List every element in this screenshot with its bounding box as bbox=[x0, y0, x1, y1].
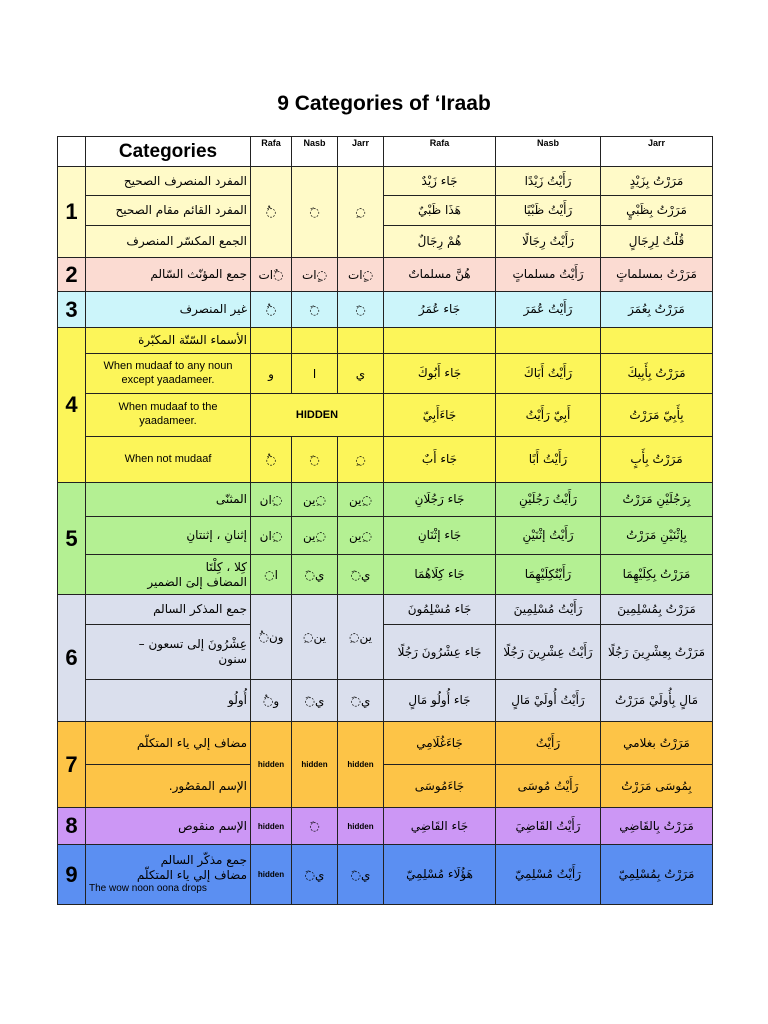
rafa-example: جَاء كِلَاهُمَا bbox=[384, 555, 496, 595]
jarr-mark: ◌َي bbox=[338, 680, 384, 722]
rafa-mark: ان◌ِ bbox=[251, 517, 292, 555]
table-row bbox=[58, 196, 713, 226]
category-label: جمع المؤنّث السّالم bbox=[86, 258, 251, 292]
header-nasb-example: Nasb bbox=[496, 137, 601, 167]
jarr-mark: ◌ِ bbox=[338, 437, 384, 483]
nasb-example: رَأَيْتُ عُمَرَ bbox=[496, 292, 601, 328]
nasb-example: رَأَيْتُ مُسْلِمِيّ bbox=[496, 845, 601, 905]
nasb-example: رَأَيْتُ القَاضِيَ bbox=[496, 808, 601, 845]
jarr-example: مَرَرْتُ بِكِلَيْهِمَا bbox=[601, 555, 713, 595]
nasb-example: رَأَيْتُ رِجَالًا bbox=[496, 226, 601, 258]
nasb-example: رَأَيْتُ إثْنَيْنِ bbox=[496, 517, 601, 555]
category-label: مضاف إلي ياء المتكلّم bbox=[86, 722, 251, 765]
category-label: When not mudaaf bbox=[86, 437, 251, 483]
jarr-example: بِمُوسَى مَرَرْتُ bbox=[601, 765, 713, 808]
rafa-mark: hidden bbox=[251, 722, 292, 808]
jarr-mark: ات◌ٍ bbox=[338, 258, 384, 292]
rafa-mark: و bbox=[251, 354, 292, 394]
category-label: المفرد المنصرف الصحيح bbox=[86, 167, 251, 196]
nasb-mark: ين◌ِ bbox=[292, 517, 338, 555]
nasb-mark: ◌َ bbox=[292, 292, 338, 328]
category-number: 5 bbox=[58, 483, 86, 595]
nasb-mark: ◌َ bbox=[292, 808, 338, 845]
rafa-example: جَاء أَبُوكَ bbox=[384, 354, 496, 394]
category-label: المثنّى bbox=[86, 483, 251, 517]
jarr-example: مَالٍ بِأُولَيْ مَرَرْتُ bbox=[601, 680, 713, 722]
jarr-mark: hidden bbox=[338, 722, 384, 808]
rafa-mark: ◌ُ bbox=[251, 167, 292, 258]
hidden-marker: HIDDEN bbox=[251, 394, 384, 437]
jarr-example: مَرَرْتُ بِمُسْلِمِينَ bbox=[601, 595, 713, 625]
nasb-example: رَأَيْتُ مُوسَى bbox=[496, 765, 601, 808]
table-row bbox=[58, 845, 713, 905]
nasb-example: رَأَيْتُ أَبًا bbox=[496, 437, 601, 483]
category-number: 1 bbox=[58, 167, 86, 258]
header-jarr-mark: Jarr bbox=[338, 137, 384, 167]
table-row bbox=[58, 394, 713, 437]
table-row bbox=[58, 354, 713, 394]
nasb-example: رَأَيْتُ مُسْلِمِينَ bbox=[496, 595, 601, 625]
category-number: 3 bbox=[58, 292, 86, 328]
rafa-mark: ات◌ٌ bbox=[251, 258, 292, 292]
rafa-example: جَاء القَاضِي bbox=[384, 808, 496, 845]
rafa-example: جَاء أَبٌ bbox=[384, 437, 496, 483]
nasb-example: رَأَيْتُ bbox=[496, 722, 601, 765]
rafa-example: هُنَّ مسلماتٌ bbox=[384, 258, 496, 292]
category-line: المضاف إلىَ الضمير bbox=[147, 574, 247, 589]
header-categories: Categories bbox=[86, 137, 251, 167]
category-line: مضاف إلي ياء المتكلّم bbox=[136, 868, 247, 883]
rafa-mark: hidden bbox=[251, 808, 292, 845]
category-label: غير المنصرف bbox=[86, 292, 251, 328]
table-row bbox=[58, 595, 713, 625]
category-line: عِشْرُونَ إلى تسعون – bbox=[138, 637, 247, 651]
table-row bbox=[58, 808, 713, 845]
table-row bbox=[58, 483, 713, 517]
jarr-mark: ◌َ bbox=[338, 292, 384, 328]
header-rafa-example: Rafa bbox=[384, 137, 496, 167]
nasb-mark: ◌َي bbox=[292, 845, 338, 905]
jarr-example: مَرَرْتُ بِأَبِيكَ bbox=[601, 354, 713, 394]
rafa-example: هَذَا ظَبْيٌ bbox=[384, 196, 496, 226]
table-row bbox=[58, 722, 713, 765]
table-row bbox=[58, 258, 713, 292]
nasb-example: رَأَيْتُكِلَيْهِمَا bbox=[496, 555, 601, 595]
jarr-example: مَرَرْتُ بِعُمَرَ bbox=[601, 292, 713, 328]
category-label: When mudaaf to any noun except yaadameer. bbox=[86, 354, 251, 394]
jarr-example: بِأَبِيّ مَرَرْتُ bbox=[601, 394, 713, 437]
category-label: أُولُو bbox=[86, 680, 251, 722]
empty-cell bbox=[292, 328, 338, 354]
category-note: The wow noon oona drops bbox=[89, 883, 207, 895]
page-title: 9 Categories of ‘Iraab bbox=[277, 92, 491, 115]
category-label: إثنانِ ، إثنتانِ bbox=[86, 517, 251, 555]
category-number: 6 bbox=[58, 595, 86, 722]
rafa-example: جَاءَمُوسَى bbox=[384, 765, 496, 808]
header-jarr-example: Jarr bbox=[601, 137, 713, 167]
jarr-example: بِإثْنَيْنِ مَرَرْتُ bbox=[601, 517, 713, 555]
category-label bbox=[86, 555, 251, 595]
category-line: كِلا ، كِلْتَا bbox=[205, 559, 247, 574]
nasb-mark: hidden bbox=[292, 722, 338, 808]
empty-cell bbox=[251, 328, 292, 354]
table-row bbox=[58, 625, 713, 680]
table-row bbox=[58, 328, 713, 354]
category-number: 7 bbox=[58, 722, 86, 808]
category-label: المفرد القائم مقام الصحيح bbox=[86, 196, 251, 226]
jarr-example: مَرَرْتُ بِأَبٍ bbox=[601, 437, 713, 483]
category-line: سنون bbox=[218, 652, 247, 666]
nasb-mark: ين◌ِ bbox=[292, 483, 338, 517]
jarr-example: مَرَرْتُ بِزَيْدٍ bbox=[601, 167, 713, 196]
category-number: 2 bbox=[58, 258, 86, 292]
category-number: 8 bbox=[58, 808, 86, 845]
rafa-mark: ◌ُ bbox=[251, 292, 292, 328]
category-label bbox=[86, 625, 251, 680]
jarr-example: مَرَرْتُ بمسلماتٍ bbox=[601, 258, 713, 292]
jarr-mark: hidden bbox=[338, 808, 384, 845]
jarr-mark: ◌َي bbox=[338, 845, 384, 905]
rafa-example: جَاء أُولُو مَالٍ bbox=[384, 680, 496, 722]
table-row bbox=[58, 292, 713, 328]
table-row bbox=[58, 226, 713, 258]
empty-cell bbox=[338, 328, 384, 354]
table-row bbox=[58, 167, 713, 196]
jarr-example: مَرَرْتُ بِمُسْلِمِيّ bbox=[601, 845, 713, 905]
header-row bbox=[58, 137, 713, 167]
nasb-mark: ◌َي bbox=[292, 680, 338, 722]
empty-cell bbox=[384, 328, 496, 354]
category-label: When mudaaf to the yaadameer. bbox=[86, 394, 251, 437]
table-row bbox=[58, 680, 713, 722]
category-label: الأسماء السّتّة المكبّرة bbox=[86, 328, 251, 354]
nasb-example: رَأَيْتُ أُولَيْ مَالٍ bbox=[496, 680, 601, 722]
empty-cell bbox=[496, 328, 601, 354]
category-label bbox=[86, 845, 251, 905]
header-rafa-mark: Rafa bbox=[251, 137, 292, 167]
rafa-example: جَاء مُسْلِمُونَ bbox=[384, 595, 496, 625]
rafa-example: جَاء إثْنَانِ bbox=[384, 517, 496, 555]
rafa-example: جَاء عُمَرُ bbox=[384, 292, 496, 328]
rafa-example: جَاءَغُلَامِي bbox=[384, 722, 496, 765]
category-label: الجمع المكسّر المنصرف bbox=[86, 226, 251, 258]
rafa-mark: ◌ُ bbox=[251, 437, 292, 483]
table-row bbox=[58, 437, 713, 483]
jarr-example: مَرَرْتُ بِالقَاضِي bbox=[601, 808, 713, 845]
jarr-example: مَرَرْتُ بغلامي bbox=[601, 722, 713, 765]
empty-cell bbox=[601, 328, 713, 354]
rafa-mark: ان◌ِ bbox=[251, 483, 292, 517]
rafa-example: هَؤُلَاء مُسْلِمِيّ bbox=[384, 845, 496, 905]
header-nasb-mark: Nasb bbox=[292, 137, 338, 167]
table-row bbox=[58, 517, 713, 555]
rafa-mark: ◌ُو bbox=[251, 680, 292, 722]
nasb-mark: ◌َي bbox=[292, 555, 338, 595]
nasb-mark: ◌َ bbox=[292, 437, 338, 483]
jarr-example: مَرَرْتُ بِظَبْيٍ bbox=[601, 196, 713, 226]
nasb-example: رَأَيْتُ أَبَاكَ bbox=[496, 354, 601, 394]
jarr-mark: ◌ِ bbox=[338, 167, 384, 258]
rafa-mark: ◌ا bbox=[251, 555, 292, 595]
rafa-mark: hidden bbox=[251, 845, 292, 905]
jarr-mark: ◌َي bbox=[338, 555, 384, 595]
category-label: جمع المذكر السالم bbox=[86, 595, 251, 625]
category-number: 9 bbox=[58, 845, 86, 905]
category-line: جمع مذكّر السالم bbox=[160, 853, 247, 868]
nasb-example: أَبِيّ رَأَيْتُ bbox=[496, 394, 601, 437]
jarr-mark: ي bbox=[338, 354, 384, 394]
header-empty-cell bbox=[58, 137, 86, 167]
nasb-example: رَأَيْتُ زَيْدًا bbox=[496, 167, 601, 196]
category-label: الإسم المقصُور. bbox=[86, 765, 251, 808]
nasb-example: رَأَيْتُ عِشْرِينَ رَجُلًا bbox=[496, 625, 601, 680]
jarr-mark: ◌ِين bbox=[338, 595, 384, 680]
nasb-example: رَأَيْتُ ظَبْيًا bbox=[496, 196, 601, 226]
rafa-example: جَاء عِشْرُونَ رَجُلًا bbox=[384, 625, 496, 680]
jarr-example: بِرَجُلَيْنِ مَرَرْتُ bbox=[601, 483, 713, 517]
rafa-example: هُمْ رِجَالٌ bbox=[384, 226, 496, 258]
table-row bbox=[58, 555, 713, 595]
nasb-mark: ا bbox=[292, 354, 338, 394]
table-row bbox=[58, 765, 713, 808]
nasb-mark: ◌َ bbox=[292, 167, 338, 258]
rafa-example: جَاء رَجُلَانِ bbox=[384, 483, 496, 517]
category-label: الإسم منقوص bbox=[86, 808, 251, 845]
rafa-example: جَاءَأَبِيّ bbox=[384, 394, 496, 437]
jarr-example: قُلْتُ لِرِجَالٍ bbox=[601, 226, 713, 258]
jarr-mark: ين◌ِ bbox=[338, 517, 384, 555]
nasb-example: رَأَيْتُ مسلماتٍ bbox=[496, 258, 601, 292]
nasb-mark: ◌ِين bbox=[292, 595, 338, 680]
jarr-mark: ين◌ِ bbox=[338, 483, 384, 517]
iraab-table bbox=[57, 136, 713, 905]
rafa-example: جَاء زَيْدٌ bbox=[384, 167, 496, 196]
category-number: 4 bbox=[58, 328, 86, 483]
nasb-example: رَأَيْتُ رَجُلَيْنِ bbox=[496, 483, 601, 517]
jarr-example: مَرَرْتُ بِعِشْرِينَ رَجُلًا bbox=[601, 625, 713, 680]
nasb-mark: ات◌ٍ bbox=[292, 258, 338, 292]
rafa-mark: ◌ُون bbox=[251, 595, 292, 680]
